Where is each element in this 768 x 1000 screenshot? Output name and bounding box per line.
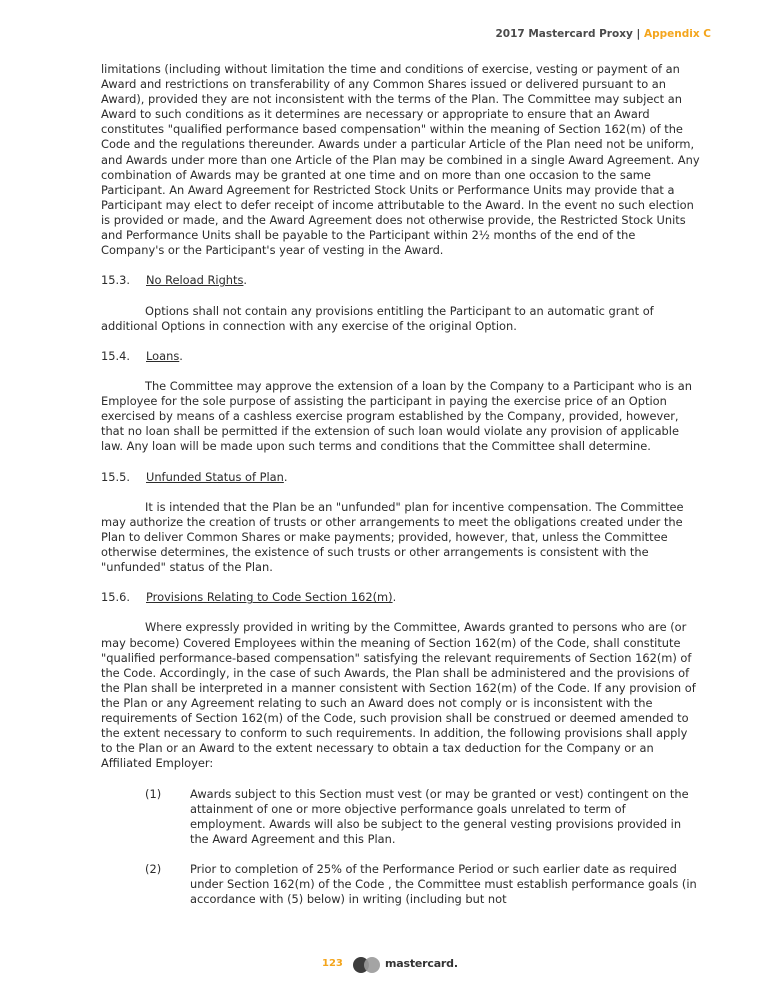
section-paragraph: It is intended that the Plan be an "unfunded" plan for incentive compensation. The Committee may authorize the creation of trusts or other arrangements to meet the obligations created under the Plan to deliver Common Shares or make payments; provided, however, that, unless the Committee otherwise determines, the existence of such trusts or other arrangements is consistent with the "unfunded" status of the Plan. <box>101 499 684 575</box>
list-item-number: (1) <box>145 786 162 801</box>
mastercard-logo-icon <box>352 956 382 974</box>
header-separator: | <box>632 28 644 40</box>
section-heading-15-5: 15.5. Unfunded Status of Plan. <box>101 469 288 484</box>
list-item-number: (2) <box>145 861 162 876</box>
section-paragraph: Options shall not contain any provisions entitling the Participant to an automatic grant of additional Options in connection with any exercise of the original Option. <box>101 303 654 333</box>
section-heading-15-4: 15.4. Loans. <box>101 348 183 363</box>
list-item <box>101 862 701 907</box>
brand-wordmark: mastercard. <box>385 957 458 970</box>
section-title: Unfunded Status of Plan <box>146 469 284 484</box>
page-footer <box>0 956 768 974</box>
header-section: Appendix C <box>643 28 711 40</box>
section-heading-15-6: 15.6. Provisions Relating to Code Section 162(m). <box>101 590 397 605</box>
intro-paragraph: limitations (including without limitation the time and conditions of exercise, vesting or payment of an Award and restrictions on transferability of any Common Shares issued or delivered pursuant to an Award), provided they are not inconsistent with the terms of the Plan. The Committee may subject an Award to such conditions as it determines are necessary or appropriate to ensure that an Award constitutes "qualified performance based compensation" within the meaning of Section 162(m) of the Code and the regulations thereunder. Awards under a particular Article of the Plan need not be uniform, and Awards under more than one Article of the Plan may be combined in a single Award Agreement. Any combination of Awards may be granted at one time and on more than one occasion to the same Participant. An Award Agreement for Restricted Stock Units or Performance Units may provide that a Participant may elect to defer receipt of income attributable to the Award. In the event no such election is provided or made, and the Award Agreement does not otherwise provide, the Restricted Stock Units and Performance Units shall be payable to the Participant within 2½ months of the end of the Company's or the Participant's year of vesting in the Award. <box>101 62 700 258</box>
section-title: Loans <box>146 348 180 363</box>
section-title: No Reload Rights <box>146 273 244 288</box>
section-paragraph: Where expressly provided in writing by the Committee, Awards granted to persons who are (or may become) Covered Employees within the meaning of Section 162(m) of the Code, shall constitute "qualified performance-based compensation" satisfying the relevant requirements of Section 162(m) of the Code. Accordingly, in the case of such Awards, the Plan shall be administered and the provisions of the Plan shall be interpreted in a manner consistent with Section 162(m) of the Code. If any provision of the Plan or any Agreement relating to such an Award does not comply or is inconsistent with the requirements of Section 162(m) of the Code, such provision shall be construed or deemed amended to the extent necessary to conform to such requirements. In addition, the following provisions shall apply to the Plan or an Award to the extent necessary to obtain a tax deduction for the Company or an Affiliated Employer: <box>101 620 696 771</box>
page-number: 123 <box>322 958 343 969</box>
section-number: 15.3. <box>101 273 130 288</box>
list-item-text: Awards subject to this Section must vest (or may be granted or vest) contingent on the attainment of one or more objective performance goals unrelated to term of employment. Awards will also be subject to the general vesting provisions provided in the Award Agreement and this Plan. <box>190 786 689 846</box>
list-item-text: Prior to completion of 25% of the Performance Period or such earlier date as required under Section 162(m) of the Code , the Committee must establish performance goals (in accordance with (5) below) in writing (including but not <box>190 861 697 907</box>
list-item <box>101 787 701 847</box>
document-body <box>101 62 701 907</box>
section-number: 15.6. <box>101 590 130 605</box>
section-number: 15.5. <box>101 469 130 484</box>
section-number: 15.4. <box>101 348 130 363</box>
running-header <box>495 28 711 40</box>
section-paragraph: The Committee may approve the extension of a loan by the Company to a Participant who is an Employee for the sole purpose of assisting the participant in paying the exercise price of an Option exercised by means of a cashless exercise program established by the Company, provided, however, that no loan shall be permitted if the extension of such loan would violate any provision of applicable law. Any loan will be made upon such terms and conditions that the Committee shall determine. <box>101 378 692 454</box>
section-heading-15-3: 15.3. No Reload Rights. <box>101 273 248 288</box>
section-title: Provisions Relating to Code Section 162(m) <box>146 590 393 605</box>
header-title: 2017 Mastercard Proxy <box>495 28 633 40</box>
